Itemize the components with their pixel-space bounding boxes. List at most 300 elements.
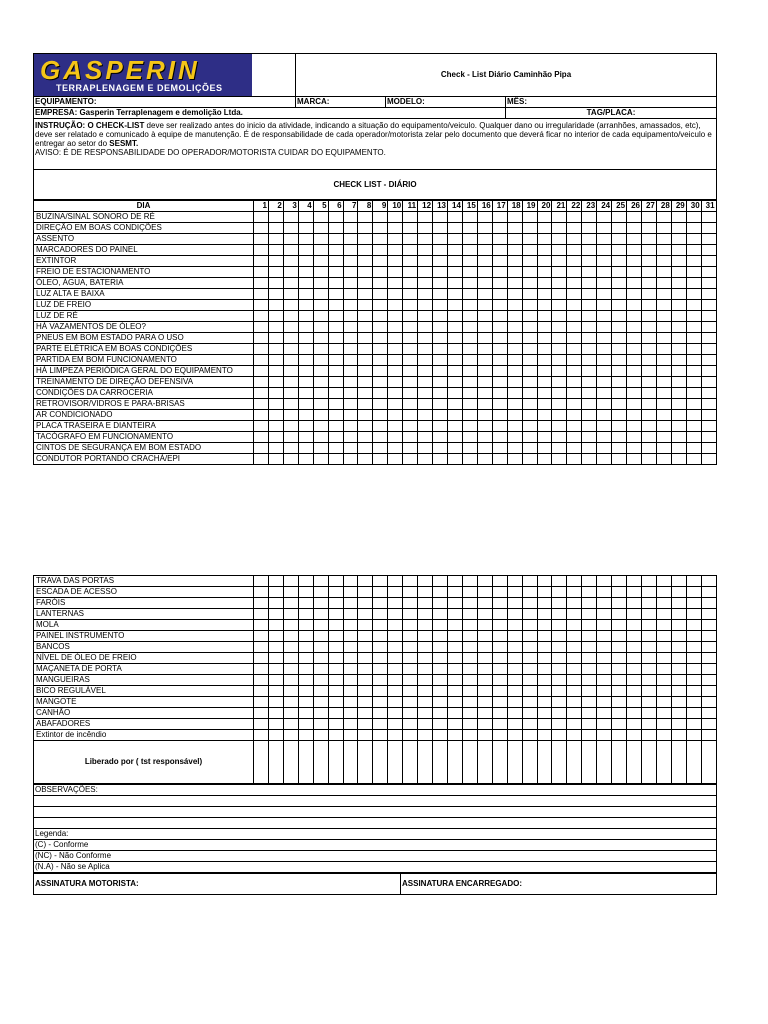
check-cell[interactable] xyxy=(433,256,448,267)
check-cell[interactable] xyxy=(701,664,716,675)
check-cell[interactable] xyxy=(552,620,567,631)
check-cell[interactable] xyxy=(358,333,373,344)
check-cell[interactable] xyxy=(686,289,701,300)
check-cell[interactable] xyxy=(343,289,358,300)
check-cell[interactable] xyxy=(313,311,328,322)
check-cell[interactable] xyxy=(507,609,522,620)
check-cell[interactable] xyxy=(537,653,552,664)
check-cell[interactable] xyxy=(671,278,686,289)
check-cell[interactable] xyxy=(283,388,298,399)
signature-cell[interactable] xyxy=(582,741,597,784)
check-cell[interactable] xyxy=(582,344,597,355)
check-cell[interactable] xyxy=(641,245,656,256)
check-cell[interactable] xyxy=(358,399,373,410)
check-cell[interactable] xyxy=(254,675,269,686)
check-cell[interactable] xyxy=(462,653,477,664)
check-cell[interactable] xyxy=(522,686,537,697)
check-cell[interactable] xyxy=(373,432,388,443)
check-cell[interactable] xyxy=(671,410,686,421)
check-cell[interactable] xyxy=(447,245,462,256)
check-cell[interactable] xyxy=(671,344,686,355)
check-cell[interactable] xyxy=(328,697,343,708)
check-cell[interactable] xyxy=(328,620,343,631)
check-cell[interactable] xyxy=(358,421,373,432)
check-cell[interactable] xyxy=(522,421,537,432)
check-cell[interactable] xyxy=(492,333,507,344)
check-cell[interactable] xyxy=(433,642,448,653)
check-cell[interactable] xyxy=(418,708,433,719)
check-cell[interactable] xyxy=(641,278,656,289)
check-cell[interactable] xyxy=(462,620,477,631)
check-cell[interactable] xyxy=(283,587,298,598)
tag-placa-field[interactable]: TAG/PLACA: xyxy=(506,108,717,119)
check-cell[interactable] xyxy=(283,234,298,245)
check-cell[interactable] xyxy=(418,366,433,377)
check-cell[interactable] xyxy=(656,620,671,631)
check-cell[interactable] xyxy=(343,675,358,686)
check-cell[interactable] xyxy=(671,697,686,708)
check-cell[interactable] xyxy=(373,730,388,741)
check-cell[interactable] xyxy=(343,212,358,223)
signature-cell[interactable] xyxy=(612,741,627,784)
check-cell[interactable] xyxy=(254,454,269,465)
check-cell[interactable] xyxy=(462,366,477,377)
check-cell[interactable] xyxy=(418,421,433,432)
check-cell[interactable] xyxy=(254,410,269,421)
check-cell[interactable] xyxy=(492,697,507,708)
check-cell[interactable] xyxy=(343,609,358,620)
check-cell[interactable] xyxy=(656,212,671,223)
check-cell[interactable] xyxy=(612,300,627,311)
check-cell[interactable] xyxy=(403,399,418,410)
check-cell[interactable] xyxy=(492,576,507,587)
check-cell[interactable] xyxy=(298,642,313,653)
check-cell[interactable] xyxy=(268,377,283,388)
check-cell[interactable] xyxy=(283,664,298,675)
equipamento-field[interactable]: EQUIPAMENTO: xyxy=(34,97,296,108)
check-cell[interactable] xyxy=(597,664,612,675)
check-cell[interactable] xyxy=(268,245,283,256)
check-cell[interactable] xyxy=(462,300,477,311)
check-cell[interactable] xyxy=(627,388,642,399)
check-cell[interactable] xyxy=(522,454,537,465)
check-cell[interactable] xyxy=(582,432,597,443)
check-cell[interactable] xyxy=(343,256,358,267)
check-cell[interactable] xyxy=(701,454,716,465)
check-cell[interactable] xyxy=(567,432,582,443)
check-cell[interactable] xyxy=(492,421,507,432)
check-cell[interactable] xyxy=(254,223,269,234)
check-cell[interactable] xyxy=(671,443,686,454)
check-cell[interactable] xyxy=(283,708,298,719)
check-cell[interactable] xyxy=(552,366,567,377)
check-cell[interactable] xyxy=(641,344,656,355)
check-cell[interactable] xyxy=(373,256,388,267)
check-cell[interactable] xyxy=(507,620,522,631)
check-cell[interactable] xyxy=(612,432,627,443)
check-cell[interactable] xyxy=(671,300,686,311)
check-cell[interactable] xyxy=(656,675,671,686)
check-cell[interactable] xyxy=(298,454,313,465)
check-cell[interactable] xyxy=(552,598,567,609)
check-cell[interactable] xyxy=(373,609,388,620)
check-cell[interactable] xyxy=(597,212,612,223)
check-cell[interactable] xyxy=(403,245,418,256)
check-cell[interactable] xyxy=(671,653,686,664)
check-cell[interactable] xyxy=(627,708,642,719)
check-cell[interactable] xyxy=(552,399,567,410)
check-cell[interactable] xyxy=(254,311,269,322)
check-cell[interactable] xyxy=(283,686,298,697)
check-cell[interactable] xyxy=(567,708,582,719)
check-cell[interactable] xyxy=(656,432,671,443)
check-cell[interactable] xyxy=(641,333,656,344)
check-cell[interactable] xyxy=(597,399,612,410)
check-cell[interactable] xyxy=(313,708,328,719)
check-cell[interactable] xyxy=(686,598,701,609)
check-cell[interactable] xyxy=(283,719,298,730)
check-cell[interactable] xyxy=(462,223,477,234)
check-cell[interactable] xyxy=(686,223,701,234)
check-cell[interactable] xyxy=(313,278,328,289)
check-cell[interactable] xyxy=(552,609,567,620)
check-cell[interactable] xyxy=(582,355,597,366)
check-cell[interactable] xyxy=(537,355,552,366)
check-cell[interactable] xyxy=(254,576,269,587)
check-cell[interactable] xyxy=(671,598,686,609)
check-cell[interactable] xyxy=(477,366,492,377)
check-cell[interactable] xyxy=(492,267,507,278)
check-cell[interactable] xyxy=(537,421,552,432)
check-cell[interactable] xyxy=(686,278,701,289)
check-cell[interactable] xyxy=(343,311,358,322)
check-cell[interactable] xyxy=(567,443,582,454)
check-cell[interactable] xyxy=(462,388,477,399)
check-cell[interactable] xyxy=(418,730,433,741)
check-cell[interactable] xyxy=(343,697,358,708)
check-cell[interactable] xyxy=(447,333,462,344)
check-cell[interactable] xyxy=(477,609,492,620)
check-cell[interactable] xyxy=(597,730,612,741)
check-cell[interactable] xyxy=(328,223,343,234)
check-cell[interactable] xyxy=(328,631,343,642)
check-cell[interactable] xyxy=(701,587,716,598)
check-cell[interactable] xyxy=(418,212,433,223)
check-cell[interactable] xyxy=(403,454,418,465)
check-cell[interactable] xyxy=(358,245,373,256)
check-cell[interactable] xyxy=(597,234,612,245)
check-cell[interactable] xyxy=(254,289,269,300)
check-cell[interactable] xyxy=(418,653,433,664)
check-cell[interactable] xyxy=(537,642,552,653)
check-cell[interactable] xyxy=(254,432,269,443)
check-cell[interactable] xyxy=(612,322,627,333)
check-cell[interactable] xyxy=(328,245,343,256)
signature-cell[interactable] xyxy=(597,741,612,784)
check-cell[interactable] xyxy=(388,697,403,708)
check-cell[interactable] xyxy=(313,212,328,223)
check-cell[interactable] xyxy=(462,686,477,697)
modelo-field[interactable]: MODELO: xyxy=(386,97,506,108)
check-cell[interactable] xyxy=(313,333,328,344)
check-cell[interactable] xyxy=(492,432,507,443)
check-cell[interactable] xyxy=(403,697,418,708)
check-cell[interactable] xyxy=(328,598,343,609)
check-cell[interactable] xyxy=(641,653,656,664)
check-cell[interactable] xyxy=(388,289,403,300)
check-cell[interactable] xyxy=(343,223,358,234)
check-cell[interactable] xyxy=(552,432,567,443)
check-cell[interactable] xyxy=(447,267,462,278)
check-cell[interactable] xyxy=(597,223,612,234)
check-cell[interactable] xyxy=(268,620,283,631)
check-cell[interactable] xyxy=(597,388,612,399)
check-cell[interactable] xyxy=(403,322,418,333)
check-cell[interactable] xyxy=(477,421,492,432)
check-cell[interactable] xyxy=(418,587,433,598)
check-cell[interactable] xyxy=(537,223,552,234)
check-cell[interactable] xyxy=(686,267,701,278)
check-cell[interactable] xyxy=(567,576,582,587)
check-cell[interactable] xyxy=(283,576,298,587)
check-cell[interactable] xyxy=(268,278,283,289)
check-cell[interactable] xyxy=(403,432,418,443)
check-cell[interactable] xyxy=(582,245,597,256)
check-cell[interactable] xyxy=(671,245,686,256)
check-cell[interactable] xyxy=(701,719,716,730)
check-cell[interactable] xyxy=(268,653,283,664)
check-cell[interactable] xyxy=(254,686,269,697)
check-cell[interactable] xyxy=(612,598,627,609)
check-cell[interactable] xyxy=(313,631,328,642)
check-cell[interactable] xyxy=(522,355,537,366)
check-cell[interactable] xyxy=(388,278,403,289)
check-cell[interactable] xyxy=(537,278,552,289)
check-cell[interactable] xyxy=(612,245,627,256)
check-cell[interactable] xyxy=(686,388,701,399)
check-cell[interactable] xyxy=(567,212,582,223)
check-cell[interactable] xyxy=(477,620,492,631)
check-cell[interactable] xyxy=(656,311,671,322)
check-cell[interactable] xyxy=(358,642,373,653)
check-cell[interactable] xyxy=(358,708,373,719)
check-cell[interactable] xyxy=(582,212,597,223)
check-cell[interactable] xyxy=(641,576,656,587)
check-cell[interactable] xyxy=(641,454,656,465)
check-cell[interactable] xyxy=(597,587,612,598)
check-cell[interactable] xyxy=(283,421,298,432)
check-cell[interactable] xyxy=(492,642,507,653)
check-cell[interactable] xyxy=(522,300,537,311)
check-cell[interactable] xyxy=(641,212,656,223)
check-cell[interactable] xyxy=(552,631,567,642)
check-cell[interactable] xyxy=(403,730,418,741)
check-cell[interactable] xyxy=(268,234,283,245)
check-cell[interactable] xyxy=(567,410,582,421)
check-cell[interactable] xyxy=(492,609,507,620)
check-cell[interactable] xyxy=(328,653,343,664)
check-cell[interactable] xyxy=(612,278,627,289)
check-cell[interactable] xyxy=(492,322,507,333)
check-cell[interactable] xyxy=(298,675,313,686)
check-cell[interactable] xyxy=(418,620,433,631)
check-cell[interactable] xyxy=(388,421,403,432)
check-cell[interactable] xyxy=(447,664,462,675)
check-cell[interactable] xyxy=(701,642,716,653)
check-cell[interactable] xyxy=(612,576,627,587)
check-cell[interactable] xyxy=(447,576,462,587)
check-cell[interactable] xyxy=(582,675,597,686)
check-cell[interactable] xyxy=(418,256,433,267)
check-cell[interactable] xyxy=(567,609,582,620)
check-cell[interactable] xyxy=(507,322,522,333)
check-cell[interactable] xyxy=(298,443,313,454)
check-cell[interactable] xyxy=(388,311,403,322)
check-cell[interactable] xyxy=(447,454,462,465)
check-cell[interactable] xyxy=(373,223,388,234)
check-cell[interactable] xyxy=(686,686,701,697)
check-cell[interactable] xyxy=(388,366,403,377)
check-cell[interactable] xyxy=(507,223,522,234)
check-cell[interactable] xyxy=(313,322,328,333)
check-cell[interactable] xyxy=(313,454,328,465)
check-cell[interactable] xyxy=(641,289,656,300)
check-cell[interactable] xyxy=(462,333,477,344)
check-cell[interactable] xyxy=(462,256,477,267)
check-cell[interactable] xyxy=(671,454,686,465)
check-cell[interactable] xyxy=(447,653,462,664)
check-cell[interactable] xyxy=(656,730,671,741)
check-cell[interactable] xyxy=(507,267,522,278)
check-cell[interactable] xyxy=(567,388,582,399)
check-cell[interactable] xyxy=(358,631,373,642)
check-cell[interactable] xyxy=(612,267,627,278)
check-cell[interactable] xyxy=(358,598,373,609)
check-cell[interactable] xyxy=(358,289,373,300)
check-cell[interactable] xyxy=(522,223,537,234)
check-cell[interactable] xyxy=(492,234,507,245)
check-cell[interactable] xyxy=(552,322,567,333)
check-cell[interactable] xyxy=(686,675,701,686)
check-cell[interactable] xyxy=(701,267,716,278)
check-cell[interactable] xyxy=(477,333,492,344)
check-cell[interactable] xyxy=(283,432,298,443)
check-cell[interactable] xyxy=(447,344,462,355)
check-cell[interactable] xyxy=(447,311,462,322)
check-cell[interactable] xyxy=(656,333,671,344)
check-cell[interactable] xyxy=(373,355,388,366)
check-cell[interactable] xyxy=(686,344,701,355)
check-cell[interactable] xyxy=(373,653,388,664)
check-cell[interactable] xyxy=(283,366,298,377)
check-cell[interactable] xyxy=(552,410,567,421)
check-cell[interactable] xyxy=(552,708,567,719)
check-cell[interactable] xyxy=(701,322,716,333)
check-cell[interactable] xyxy=(582,631,597,642)
check-cell[interactable] xyxy=(433,443,448,454)
check-cell[interactable] xyxy=(477,278,492,289)
check-cell[interactable] xyxy=(268,410,283,421)
check-cell[interactable] xyxy=(492,631,507,642)
check-cell[interactable] xyxy=(447,598,462,609)
signature-cell[interactable] xyxy=(522,741,537,784)
check-cell[interactable] xyxy=(313,675,328,686)
check-cell[interactable] xyxy=(268,421,283,432)
check-cell[interactable] xyxy=(313,587,328,598)
check-cell[interactable] xyxy=(671,377,686,388)
check-cell[interactable] xyxy=(462,377,477,388)
check-cell[interactable] xyxy=(492,454,507,465)
check-cell[interactable] xyxy=(507,333,522,344)
check-cell[interactable] xyxy=(433,322,448,333)
check-cell[interactable] xyxy=(671,642,686,653)
check-cell[interactable] xyxy=(537,212,552,223)
check-cell[interactable] xyxy=(254,212,269,223)
signature-cell[interactable] xyxy=(686,741,701,784)
check-cell[interactable] xyxy=(373,697,388,708)
check-cell[interactable] xyxy=(433,311,448,322)
check-cell[interactable] xyxy=(552,653,567,664)
check-cell[interactable] xyxy=(686,653,701,664)
check-cell[interactable] xyxy=(671,609,686,620)
check-cell[interactable] xyxy=(492,256,507,267)
check-cell[interactable] xyxy=(671,664,686,675)
check-cell[interactable] xyxy=(313,355,328,366)
check-cell[interactable] xyxy=(388,708,403,719)
signature-cell[interactable] xyxy=(343,741,358,784)
check-cell[interactable] xyxy=(283,333,298,344)
check-cell[interactable] xyxy=(701,730,716,741)
check-cell[interactable] xyxy=(433,278,448,289)
check-cell[interactable] xyxy=(537,664,552,675)
check-cell[interactable] xyxy=(701,366,716,377)
signature-cell[interactable] xyxy=(328,741,343,784)
signature-cell[interactable] xyxy=(537,741,552,784)
check-cell[interactable] xyxy=(612,311,627,322)
check-cell[interactable] xyxy=(462,432,477,443)
check-cell[interactable] xyxy=(656,631,671,642)
check-cell[interactable] xyxy=(612,388,627,399)
check-cell[interactable] xyxy=(627,631,642,642)
check-cell[interactable] xyxy=(507,697,522,708)
check-cell[interactable] xyxy=(522,267,537,278)
signature-cell[interactable] xyxy=(701,741,716,784)
check-cell[interactable] xyxy=(582,410,597,421)
check-cell[interactable] xyxy=(477,289,492,300)
check-cell[interactable] xyxy=(656,388,671,399)
check-cell[interactable] xyxy=(686,642,701,653)
check-cell[interactable] xyxy=(433,432,448,443)
check-cell[interactable] xyxy=(298,212,313,223)
check-cell[interactable] xyxy=(433,399,448,410)
check-cell[interactable] xyxy=(701,399,716,410)
check-cell[interactable] xyxy=(328,587,343,598)
check-cell[interactable] xyxy=(462,454,477,465)
check-cell[interactable] xyxy=(343,278,358,289)
check-cell[interactable] xyxy=(254,697,269,708)
check-cell[interactable] xyxy=(418,322,433,333)
check-cell[interactable] xyxy=(373,234,388,245)
check-cell[interactable] xyxy=(641,719,656,730)
check-cell[interactable] xyxy=(507,300,522,311)
check-cell[interactable] xyxy=(567,587,582,598)
check-cell[interactable] xyxy=(656,454,671,465)
check-cell[interactable] xyxy=(373,267,388,278)
check-cell[interactable] xyxy=(612,366,627,377)
check-cell[interactable] xyxy=(641,708,656,719)
check-cell[interactable] xyxy=(567,697,582,708)
check-cell[interactable] xyxy=(328,256,343,267)
